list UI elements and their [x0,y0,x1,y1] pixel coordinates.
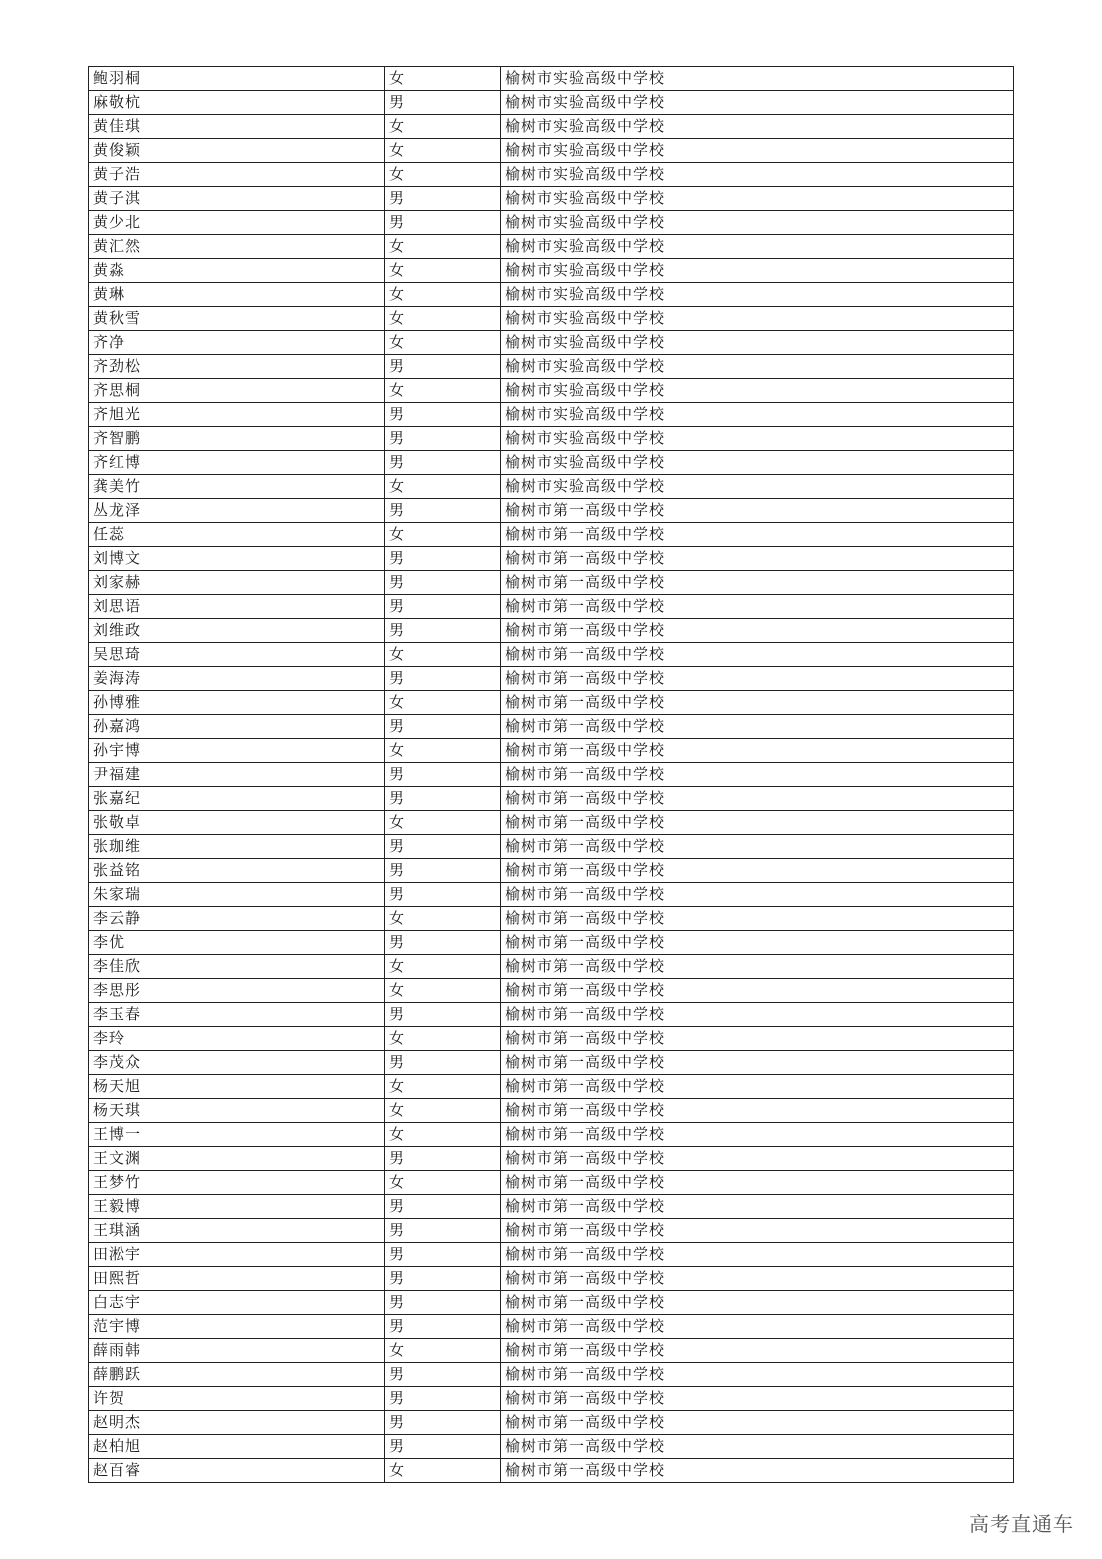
school-cell: 榆树市第一高级中学校 [501,1339,1014,1363]
gender-cell: 男 [385,667,501,691]
school-cell: 榆树市实验高级中学校 [501,451,1014,475]
school-cell: 榆树市第一高级中学校 [501,907,1014,931]
table-row [89,907,1014,931]
table-row [89,787,1014,811]
gender-cell: 男 [385,211,501,235]
name-cell: 薛鹏跃 [89,1363,385,1387]
gender-cell: 男 [385,187,501,211]
table-row [89,499,1014,523]
table-row [89,1219,1014,1243]
gender-cell: 女 [385,955,501,979]
name-cell: 张嘉纪 [89,787,385,811]
table-row [89,739,1014,763]
gender-cell: 女 [385,475,501,499]
school-cell: 榆树市实验高级中学校 [501,355,1014,379]
gender-cell: 女 [385,307,501,331]
school-cell: 榆树市实验高级中学校 [501,259,1014,283]
school-cell: 榆树市第一高级中学校 [501,1435,1014,1459]
name-cell: 黄淼 [89,259,385,283]
school-cell: 榆树市第一高级中学校 [501,1171,1014,1195]
school-cell: 榆树市第一高级中学校 [501,1219,1014,1243]
name-cell: 刘博文 [89,547,385,571]
student-list-table [88,66,1014,1483]
gender-cell: 女 [385,1171,501,1195]
name-cell: 孙嘉鸿 [89,715,385,739]
gender-cell: 女 [385,1123,501,1147]
gender-cell: 男 [385,715,501,739]
school-cell: 榆树市实验高级中学校 [501,379,1014,403]
table-row [89,1411,1014,1435]
gender-cell: 女 [385,283,501,307]
school-cell: 榆树市第一高级中学校 [501,595,1014,619]
name-cell: 张敬卓 [89,811,385,835]
name-cell: 孙宇博 [89,739,385,763]
name-cell: 李茂众 [89,1051,385,1075]
gender-cell: 女 [385,907,501,931]
school-cell: 榆树市第一高级中学校 [501,811,1014,835]
school-cell: 榆树市第一高级中学校 [501,931,1014,955]
table-row [89,235,1014,259]
school-cell: 榆树市实验高级中学校 [501,211,1014,235]
name-cell: 吴思琦 [89,643,385,667]
name-cell: 任蕊 [89,523,385,547]
table-body [89,67,1014,1483]
table-row [89,331,1014,355]
name-cell: 王梦竹 [89,1171,385,1195]
table-row [89,691,1014,715]
school-cell: 榆树市实验高级中学校 [501,91,1014,115]
school-cell: 榆树市第一高级中学校 [501,571,1014,595]
gender-cell: 男 [385,763,501,787]
name-cell: 田淞宇 [89,1243,385,1267]
gender-cell: 女 [385,691,501,715]
name-cell: 王毅博 [89,1195,385,1219]
gender-cell: 女 [385,67,501,91]
table-row [89,211,1014,235]
table-row [89,355,1014,379]
name-cell: 刘思语 [89,595,385,619]
table-row [89,1171,1014,1195]
gender-cell: 男 [385,355,501,379]
table-row [89,979,1014,1003]
school-cell: 榆树市第一高级中学校 [501,1003,1014,1027]
gender-cell: 女 [385,1339,501,1363]
school-cell: 榆树市第一高级中学校 [501,667,1014,691]
gender-cell: 男 [385,835,501,859]
school-cell: 榆树市实验高级中学校 [501,427,1014,451]
name-cell: 田熙哲 [89,1267,385,1291]
name-cell: 鲍羽桐 [89,67,385,91]
gender-cell: 男 [385,1195,501,1219]
table-row [89,883,1014,907]
name-cell: 孙博雅 [89,691,385,715]
table-row [89,523,1014,547]
name-cell: 刘维政 [89,619,385,643]
school-cell: 榆树市第一高级中学校 [501,523,1014,547]
name-cell: 黄俊颖 [89,139,385,163]
table-row [89,1099,1014,1123]
school-cell: 榆树市实验高级中学校 [501,163,1014,187]
table-row [89,1387,1014,1411]
name-cell: 赵明杰 [89,1411,385,1435]
name-cell: 黄子浩 [89,163,385,187]
table-row [89,571,1014,595]
name-cell: 齐净 [89,331,385,355]
school-cell: 榆树市第一高级中学校 [501,1075,1014,1099]
gender-cell: 女 [385,163,501,187]
name-cell: 黄子淇 [89,187,385,211]
gender-cell: 男 [385,619,501,643]
gender-cell: 男 [385,1435,501,1459]
school-cell: 榆树市第一高级中学校 [501,859,1014,883]
school-cell: 榆树市实验高级中学校 [501,115,1014,139]
gender-cell: 男 [385,1315,501,1339]
gender-cell: 女 [385,139,501,163]
name-cell: 李玲 [89,1027,385,1051]
gender-cell: 女 [385,331,501,355]
gender-cell: 女 [385,523,501,547]
school-cell: 榆树市第一高级中学校 [501,691,1014,715]
gender-cell: 男 [385,1219,501,1243]
table-row [89,931,1014,955]
gender-cell: 男 [385,1267,501,1291]
school-cell: 榆树市第一高级中学校 [501,1147,1014,1171]
table-row [89,859,1014,883]
gender-cell: 女 [385,115,501,139]
gender-cell: 女 [385,259,501,283]
gender-cell: 女 [385,643,501,667]
table-row [89,811,1014,835]
gender-cell: 女 [385,979,501,1003]
table-row [89,115,1014,139]
table-row [89,187,1014,211]
table-row [89,955,1014,979]
gender-cell: 男 [385,1243,501,1267]
table-row [89,67,1014,91]
table-row [89,1195,1014,1219]
school-cell: 榆树市第一高级中学校 [501,1267,1014,1291]
table-row [89,1435,1014,1459]
gender-cell: 男 [385,859,501,883]
school-cell: 榆树市第一高级中学校 [501,619,1014,643]
name-cell: 杨天琪 [89,1099,385,1123]
table-row [89,1003,1014,1027]
table-row [89,475,1014,499]
school-cell: 榆树市第一高级中学校 [501,499,1014,523]
gender-cell: 男 [385,91,501,115]
table-row [89,259,1014,283]
name-cell: 张珈维 [89,835,385,859]
name-cell: 齐劲松 [89,355,385,379]
name-cell: 李优 [89,931,385,955]
name-cell: 薛雨韩 [89,1339,385,1363]
table-row [89,619,1014,643]
table-row [89,1051,1014,1075]
gender-cell: 女 [385,379,501,403]
table-row [89,835,1014,859]
name-cell: 刘家赫 [89,571,385,595]
table-row [89,379,1014,403]
school-cell: 榆树市第一高级中学校 [501,763,1014,787]
school-cell: 榆树市第一高级中学校 [501,739,1014,763]
name-cell: 赵柏旭 [89,1435,385,1459]
gender-cell: 男 [385,1411,501,1435]
name-cell: 许贺 [89,1387,385,1411]
table-row [89,163,1014,187]
table-row [89,1291,1014,1315]
table-row [89,1363,1014,1387]
gender-cell: 男 [385,1003,501,1027]
gender-cell: 女 [385,739,501,763]
table-row [89,1027,1014,1051]
name-cell: 姜海涛 [89,667,385,691]
gender-cell: 女 [385,1459,501,1483]
school-cell: 榆树市第一高级中学校 [501,1411,1014,1435]
gender-cell: 男 [385,1291,501,1315]
name-cell: 王琪涵 [89,1219,385,1243]
table-row [89,595,1014,619]
school-cell: 榆树市实验高级中学校 [501,187,1014,211]
table-row [89,1243,1014,1267]
gender-cell: 男 [385,547,501,571]
school-cell: 榆树市第一高级中学校 [501,643,1014,667]
table-row [89,1147,1014,1171]
name-cell: 黄琳 [89,283,385,307]
table-row [89,451,1014,475]
name-cell: 杨天旭 [89,1075,385,1099]
name-cell: 黄少北 [89,211,385,235]
school-cell: 榆树市实验高级中学校 [501,139,1014,163]
gender-cell: 男 [385,883,501,907]
school-cell: 榆树市实验高级中学校 [501,235,1014,259]
name-cell: 李云静 [89,907,385,931]
school-cell: 榆树市第一高级中学校 [501,835,1014,859]
gender-cell: 男 [385,1387,501,1411]
table-row [89,283,1014,307]
school-cell: 榆树市实验高级中学校 [501,307,1014,331]
name-cell: 李佳欣 [89,955,385,979]
table-row [89,1123,1014,1147]
name-cell: 王博一 [89,1123,385,1147]
name-cell: 齐红博 [89,451,385,475]
name-cell: 李玉春 [89,1003,385,1027]
school-cell: 榆树市实验高级中学校 [501,331,1014,355]
table-row [89,1339,1014,1363]
gender-cell: 男 [385,595,501,619]
school-cell: 榆树市第一高级中学校 [501,787,1014,811]
school-cell: 榆树市第一高级中学校 [501,1051,1014,1075]
name-cell: 齐思桐 [89,379,385,403]
table-row [89,643,1014,667]
school-cell: 榆树市第一高级中学校 [501,1363,1014,1387]
name-cell: 黄秋雪 [89,307,385,331]
name-cell: 白志宇 [89,1291,385,1315]
name-cell: 齐旭光 [89,403,385,427]
gender-cell: 男 [385,571,501,595]
table-row [89,1267,1014,1291]
school-cell: 榆树市第一高级中学校 [501,955,1014,979]
school-cell: 榆树市第一高级中学校 [501,1243,1014,1267]
school-cell: 榆树市第一高级中学校 [501,1195,1014,1219]
school-cell: 榆树市实验高级中学校 [501,67,1014,91]
name-cell: 李思彤 [89,979,385,1003]
name-cell: 丛龙泽 [89,499,385,523]
gender-cell: 男 [385,931,501,955]
gender-cell: 男 [385,403,501,427]
table-row [89,1315,1014,1339]
gender-cell: 女 [385,811,501,835]
school-cell: 榆树市第一高级中学校 [501,1027,1014,1051]
table-row [89,715,1014,739]
gender-cell: 男 [385,451,501,475]
table-row [89,403,1014,427]
name-cell: 尹福建 [89,763,385,787]
school-cell: 榆树市第一高级中学校 [501,979,1014,1003]
school-cell: 榆树市第一高级中学校 [501,715,1014,739]
table-row [89,763,1014,787]
name-cell: 赵百睿 [89,1459,385,1483]
gender-cell: 女 [385,235,501,259]
school-cell: 榆树市第一高级中学校 [501,1291,1014,1315]
name-cell: 范宇博 [89,1315,385,1339]
school-cell: 榆树市第一高级中学校 [501,1315,1014,1339]
school-cell: 榆树市第一高级中学校 [501,1099,1014,1123]
name-cell: 黄佳琪 [89,115,385,139]
gender-cell: 男 [385,1147,501,1171]
name-cell: 张益铭 [89,859,385,883]
school-cell: 榆树市实验高级中学校 [501,283,1014,307]
gender-cell: 女 [385,1099,501,1123]
school-cell: 榆树市第一高级中学校 [501,547,1014,571]
table-row [89,1075,1014,1099]
table-row [89,91,1014,115]
school-cell: 榆树市第一高级中学校 [501,883,1014,907]
school-cell: 榆树市第一高级中学校 [501,1459,1014,1483]
table-row [89,139,1014,163]
school-cell: 榆树市第一高级中学校 [501,1387,1014,1411]
name-cell: 朱家瑞 [89,883,385,907]
gender-cell: 男 [385,427,501,451]
name-cell: 王文渊 [89,1147,385,1171]
school-cell: 榆树市实验高级中学校 [501,475,1014,499]
gender-cell: 男 [385,1051,501,1075]
name-cell: 黄汇然 [89,235,385,259]
table-row [89,427,1014,451]
name-cell: 龚美竹 [89,475,385,499]
name-cell: 齐智鹏 [89,427,385,451]
table-row [89,547,1014,571]
table-row [89,1459,1014,1483]
name-cell: 麻敬杭 [89,91,385,115]
school-cell: 榆树市第一高级中学校 [501,1123,1014,1147]
table-row [89,307,1014,331]
school-cell: 榆树市实验高级中学校 [501,403,1014,427]
gender-cell: 男 [385,787,501,811]
gender-cell: 男 [385,1363,501,1387]
gender-cell: 女 [385,1075,501,1099]
watermark: 高考直通车 [969,1512,1074,1536]
table-row [89,667,1014,691]
gender-cell: 男 [385,499,501,523]
gender-cell: 女 [385,1027,501,1051]
